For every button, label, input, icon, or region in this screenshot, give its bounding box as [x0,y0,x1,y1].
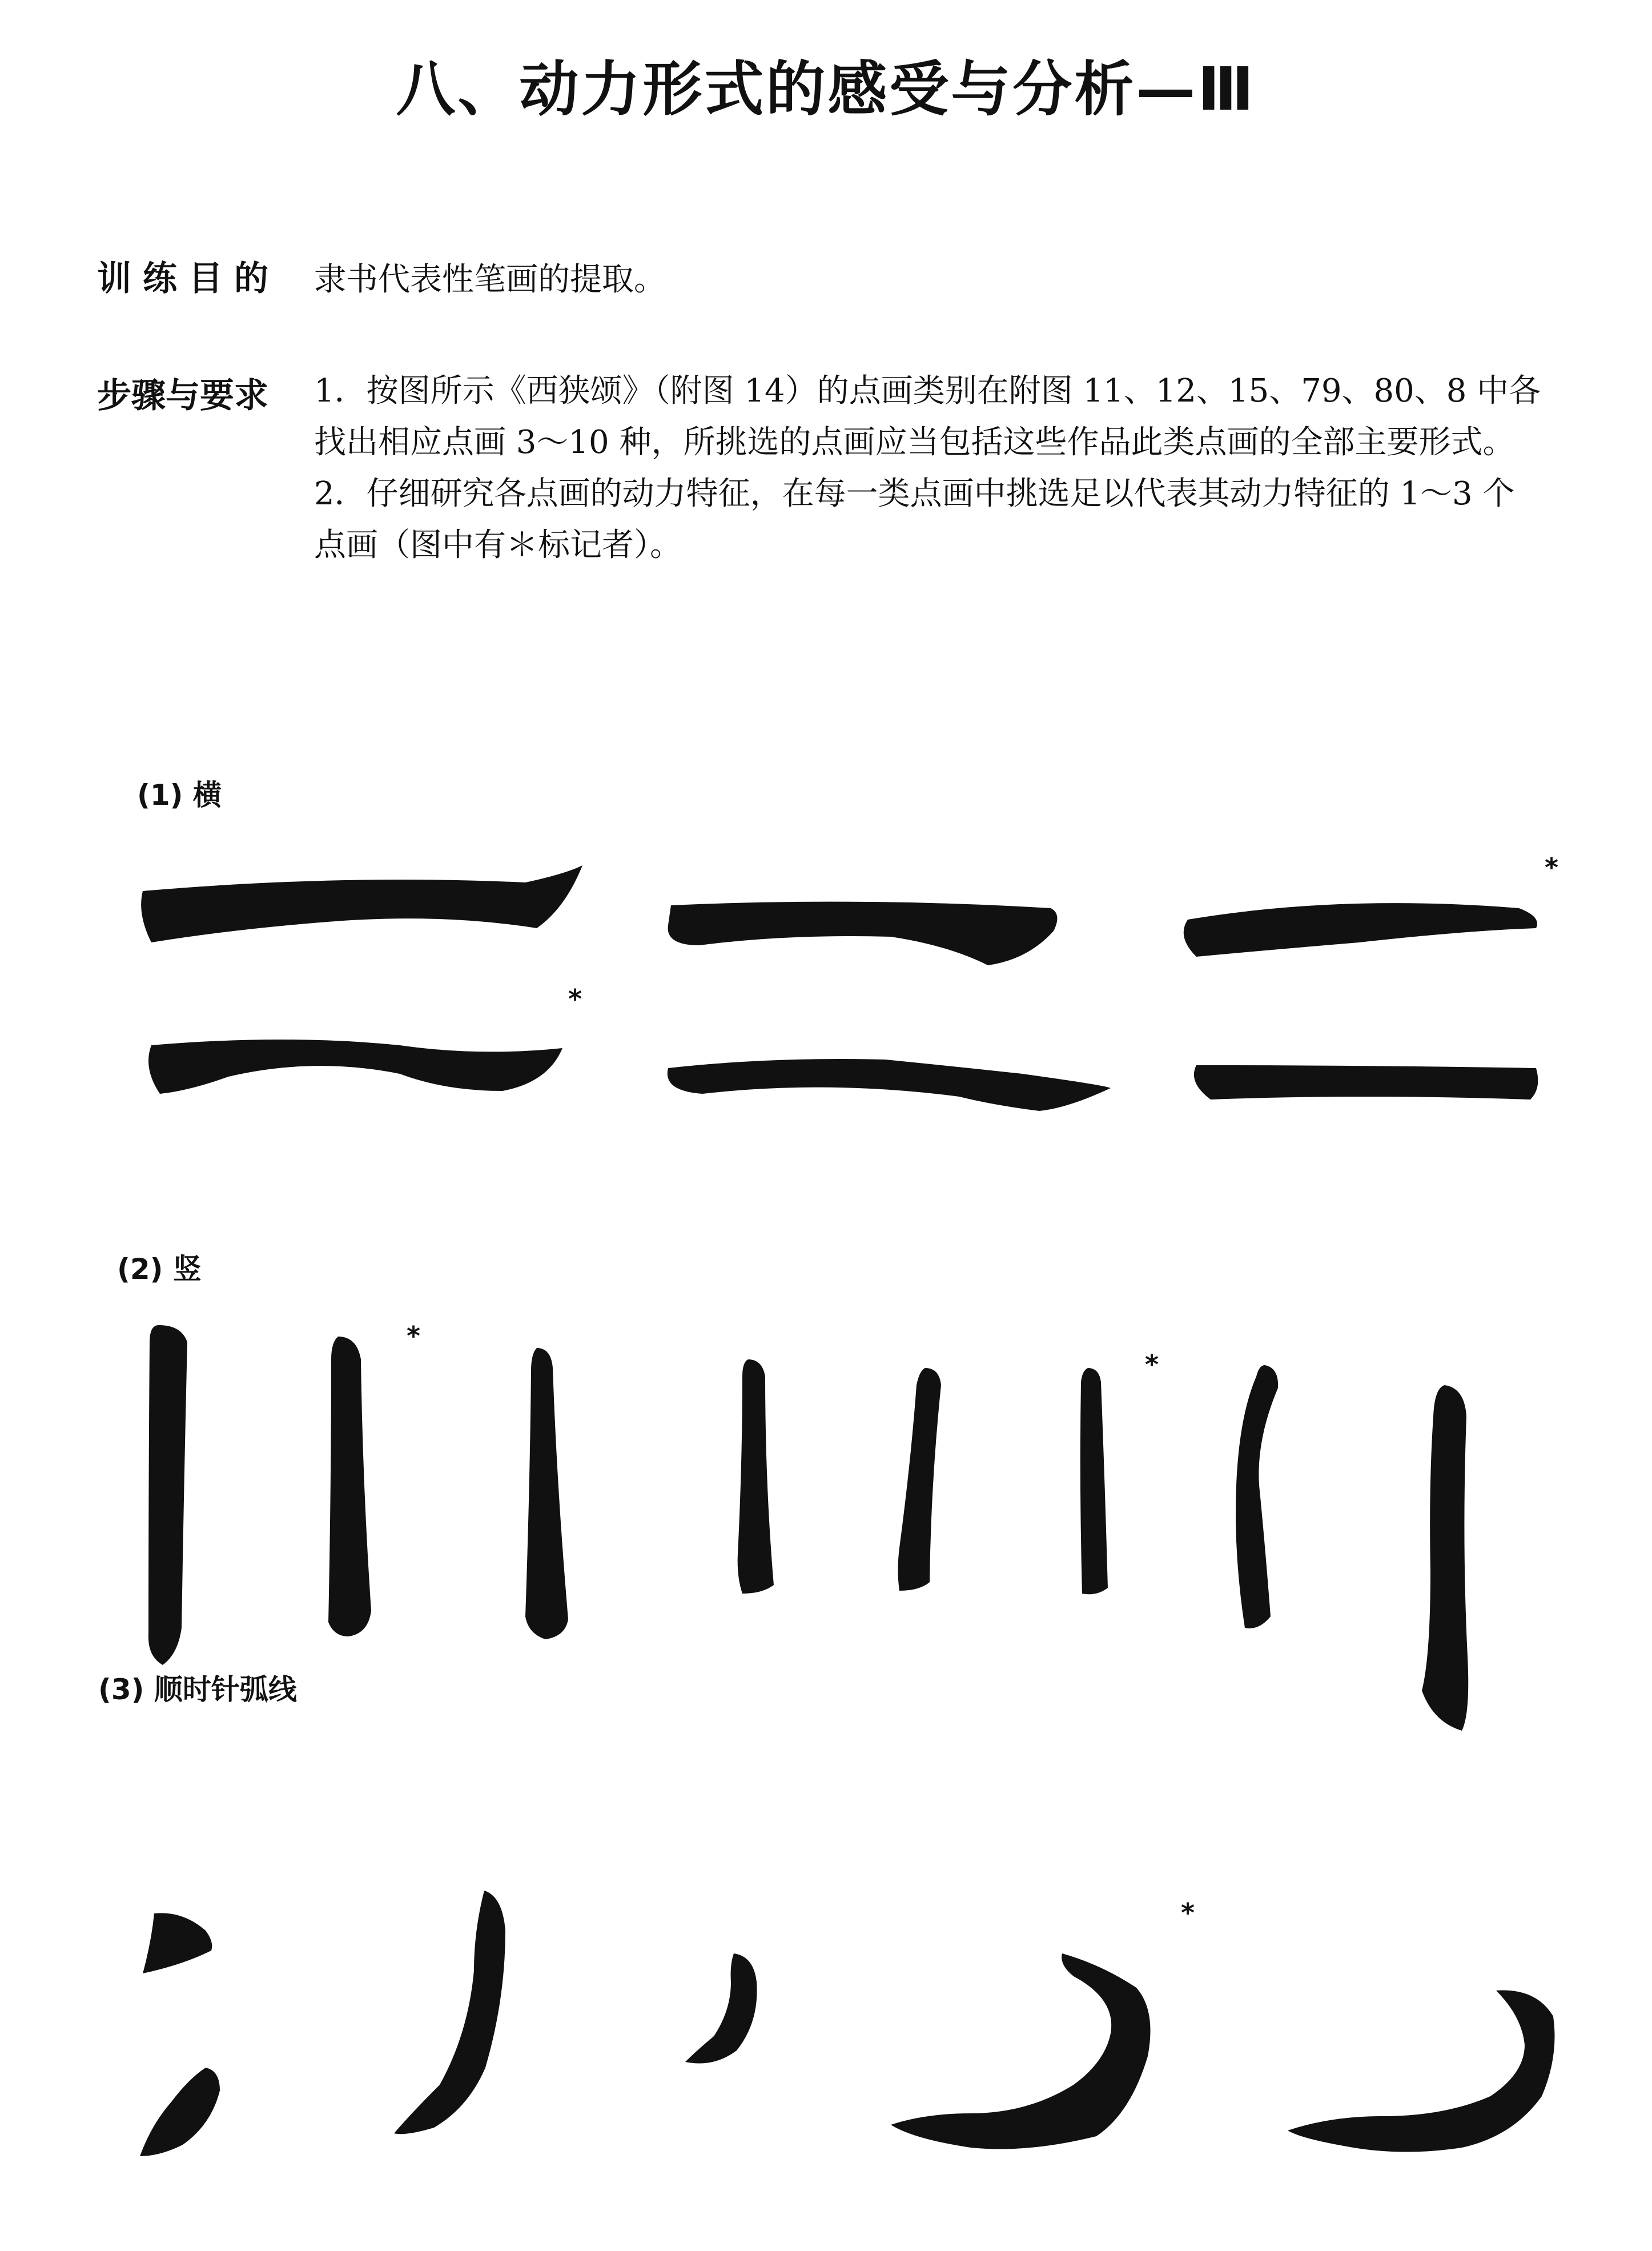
vertical-stroke [1080,1368,1108,1594]
section-vertical-label: (2) 竖 [117,1253,202,1286]
horizontal-stroke [1194,1065,1538,1100]
mark-asterisk: * [568,984,582,1014]
steps-line: 2．仔细研究各点画的动力特征，在每一类点画中挑选足以代表其动力特征的 1～3 个 [314,475,1515,512]
arc-stroke [394,1891,505,2134]
mark-asterisk: * [1145,1349,1159,1380]
steps-line: 找出相应点画 3～10 种，所挑选的点画应当包括这些作品此类点画的全部主要形式。 [314,424,1515,461]
arc-stroke [1288,1991,1555,2152]
training-purpose-label: 训练目的 [97,259,280,299]
arc-stroke [140,2068,220,2156]
horizontal-stroke [1184,903,1537,957]
vertical-stroke [525,1348,568,1639]
mark-asterisk: * [1181,1897,1195,1928]
vertical-stroke [738,1359,774,1594]
arc-stroke [143,1913,212,1973]
steps-line: 1．按图所示《西狭颂》（附图 14）的点画类别在附图 11、12、15、79、80、8 中各 [314,372,1541,410]
horizontal-stroke [141,865,582,942]
steps-line: 点画（图中有＊标记者）。 [314,527,682,564]
vertical-stroke [1422,1385,1468,1731]
arc-stroke [891,1953,1151,2149]
horizontal-stroke [668,1059,1111,1111]
arc-stroke [685,1953,757,2064]
mark-asterisk: * [407,1321,421,1351]
vertical-stroke [328,1337,371,1636]
training-purpose-text: 隶书代表性笔画的提取。 [314,261,666,298]
mark-asterisk: * [1545,852,1559,883]
section-horizontal-label: (1) 横 [137,779,222,812]
horizontal-stroke [668,902,1058,965]
vertical-stroke [148,1325,187,1665]
section-arc-label: (3) 顺时针弧线 [98,1673,297,1706]
horizontal-stroke [148,1040,562,1094]
page-title: 八、动力形式的感受与分析—Ⅲ [396,54,1256,124]
vertical-stroke [898,1368,942,1591]
steps-label: 步骤与要求 [97,376,268,416]
vertical-stroke [1236,1365,1278,1628]
